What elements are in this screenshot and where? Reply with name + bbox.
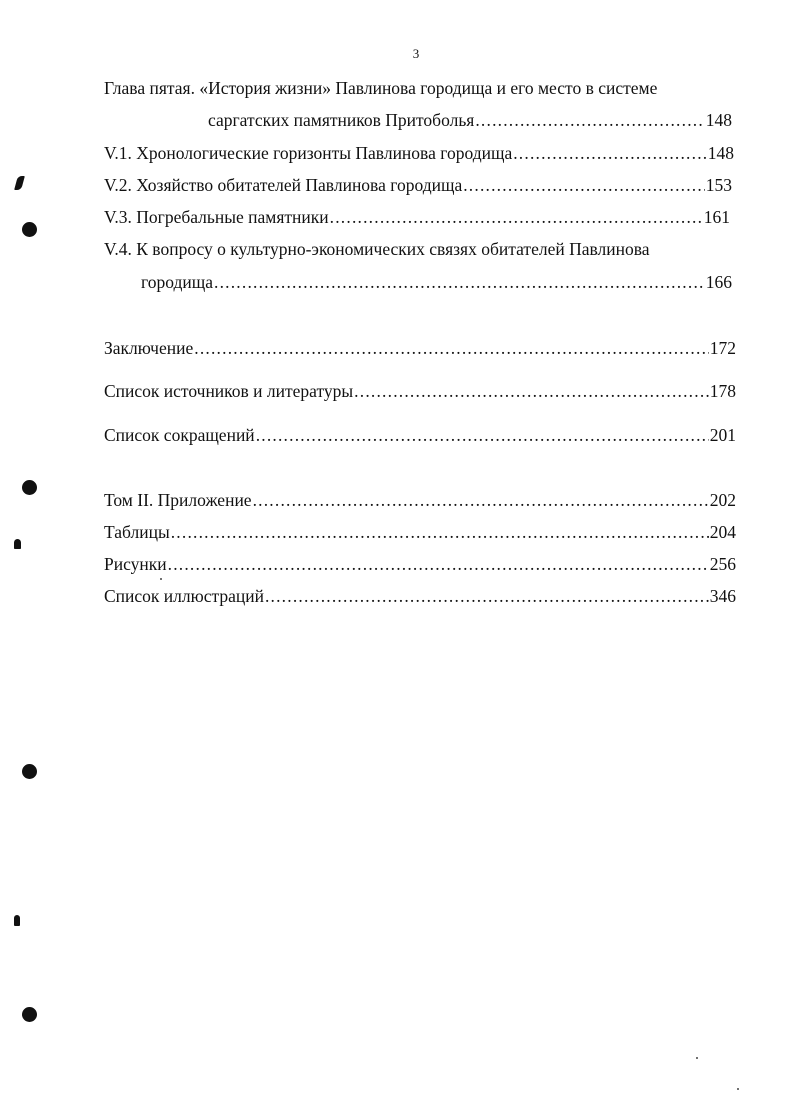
toc-entry-volume-two[interactable] [104, 521, 736, 543]
toc-entry-volume-two[interactable] [104, 585, 736, 607]
toc-entry-back-matter[interactable] [104, 337, 736, 359]
toc-entry-title: Список иллюстраций [104, 586, 264, 606]
toc-entry-volume-two[interactable] [104, 489, 736, 511]
scan-artifact [14, 539, 21, 549]
toc-entry-section[interactable] [104, 142, 734, 164]
dot-leader [256, 424, 709, 446]
dot-leader [475, 109, 704, 131]
dot-leader [265, 585, 709, 607]
toc-entry-title: V.3. Погребальные памятники [104, 207, 329, 227]
toc-entry-page: 202 [709, 490, 736, 510]
dot-leader [168, 553, 709, 575]
toc-entry-title: Таблицы [104, 522, 170, 542]
toc-entry-back-matter[interactable] [104, 380, 736, 402]
toc-entry-title: V.2. Хозяйство обитателей Павлинова городища [104, 175, 463, 195]
toc-entry-page: 201 [709, 425, 736, 445]
toc-entry-page: 178 [709, 381, 736, 401]
toc-entry-page: 172 [709, 338, 736, 358]
toc-entry-title: Список сокращений [104, 425, 255, 445]
scan-artifact [14, 915, 20, 926]
toc-entry-page: 256 [709, 554, 736, 574]
scan-artifact [14, 176, 25, 190]
toc-entry-title: V.1. Хронологические горизонты Павлинова городища [104, 143, 513, 163]
dot-leader [171, 521, 709, 543]
toc-entry-volume-two[interactable] [104, 553, 736, 575]
dot-leader [330, 206, 703, 228]
toc-entry-page: 161 [703, 207, 730, 227]
toc-entry-title: Рисунки [104, 554, 167, 574]
toc-entry-page: 166 [705, 272, 732, 292]
dot-leader [354, 380, 709, 402]
section-v4-title-line1: V.4. К вопросу о культурно-экономических связях обитателей Павлинова [104, 239, 650, 259]
dot-leader [513, 142, 707, 164]
dot-leader [253, 489, 709, 511]
page-number: 3 [412, 46, 420, 61]
scan-speck [696, 1057, 698, 1059]
dot-leader [214, 271, 705, 293]
toc-entry-back-matter[interactable] [104, 424, 736, 446]
punch-hole [22, 1007, 37, 1022]
punch-hole [22, 764, 37, 779]
toc-entry-title: Заключение [104, 338, 194, 358]
toc-entry-section[interactable] [141, 271, 732, 293]
punch-hole [22, 222, 37, 237]
punch-hole [22, 480, 37, 495]
toc-entry-title: городища [141, 272, 213, 292]
scan-speck [737, 1088, 739, 1090]
toc-entry-title: Том II. Приложение [104, 490, 252, 510]
toc-entry-section[interactable] [104, 174, 732, 196]
toc-entry-page: 148 [705, 110, 732, 130]
toc-entry-chapter[interactable] [208, 109, 732, 131]
chapter-title-line1: Глава пятая. «История жизни» Павлинова городища и его место в системе [104, 78, 658, 98]
dot-leader [463, 174, 705, 196]
toc-entry-page: 346 [709, 586, 736, 606]
toc-entry-page: 148 [707, 143, 734, 163]
toc-entry-page: 204 [709, 522, 736, 542]
toc-entry-section[interactable] [104, 206, 730, 228]
dot-leader [194, 337, 709, 359]
scan-speck [160, 578, 162, 580]
toc-entry-title: Список источников и литературы [104, 381, 354, 401]
toc-entry-title: саргатских памятников Притоболья [208, 110, 475, 130]
toc-entry-page: 153 [705, 175, 732, 195]
